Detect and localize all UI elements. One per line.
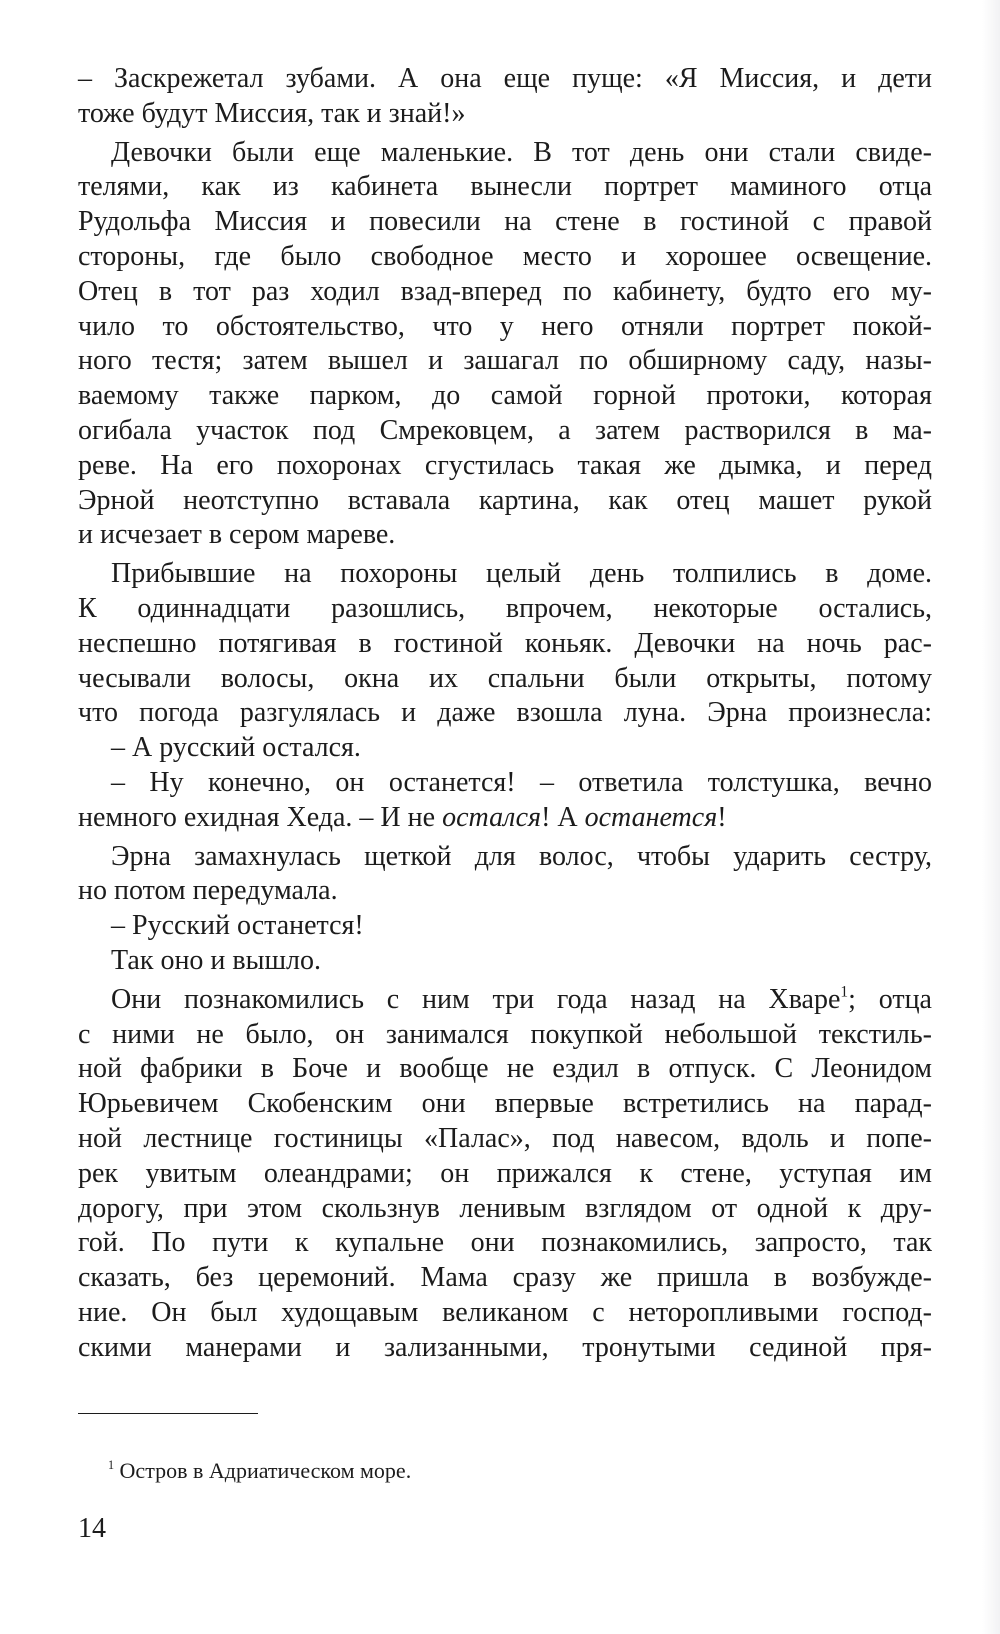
text-run: Они познакомились с ним три года назад на Хваре	[111, 983, 841, 1015]
page-number: 14	[78, 1513, 106, 1544]
text-line: Эрна замахнулась щеткой для волос, чтобы ударить сестру,	[111, 840, 932, 872]
footnote-marker: 1	[108, 1457, 115, 1472]
text-line: Так оно и вышло.	[111, 944, 321, 976]
text-line: ного тестя; затем вышел и зашагал по обширному саду, назы-	[78, 345, 932, 377]
text-line: чило то обстоятельство, что у него отняли портрет покой-	[78, 310, 932, 342]
text-line: скими манерами и зализанными, тронутыми сединой пря-	[78, 1331, 932, 1363]
text-line: ваемому также парком, до самой горной протоки, которая	[78, 380, 932, 412]
text-line: что погода разгулялась и даже взошла луна. Эрна произнесла:	[78, 697, 932, 729]
text-line: дорогу, при этом скользнув ленивым взглядом от одной к дру-	[78, 1192, 932, 1224]
page-edge-shadow	[982, 0, 1000, 1634]
text-line: с ними не было, он занимался покупкой небольшой текстиль-	[78, 1018, 932, 1050]
text-line: Рудольфа Миссия и повесили на стене в гостиной с правой	[78, 206, 932, 238]
footnote-reference[interactable]: 1	[840, 983, 849, 1001]
text-line: ной фабрики в Боче и вообще не ездил в отпуск. С Леонидом	[78, 1053, 932, 1085]
text-run: ! А	[541, 801, 585, 833]
text-line: гой. По пути к купальне они познакомились, запросто, так	[78, 1227, 932, 1259]
text-line: тоже будут Миссия, так и знай!»	[78, 97, 466, 129]
text-line	[78, 983, 932, 1018]
text-line: неспешно потягивая в гостиной коньяк. Девочки на ночь рас-	[78, 627, 932, 659]
text-line: реве. На его похоронах сгустилась такая же дымка, и перед	[78, 449, 932, 481]
text-line: ной лестнице гостиницы «Палас», под навесом, вдоль и попе-	[78, 1122, 932, 1154]
dialogue-line: – Русский останется!	[111, 910, 364, 942]
text-line: К одиннадцати разошлись, впрочем, некоторые остались,	[78, 592, 932, 624]
text-run: !	[717, 801, 727, 833]
text-run: немного ехидная Хеда. – И не	[78, 801, 443, 833]
text-line: огибала участок под Смрековцем, а затем растворился в ма-	[78, 414, 932, 446]
text-line: и исчезает в сером мареве.	[78, 519, 396, 551]
text-line: ние. Он был худощавым великаном с неторопливыми господ-	[78, 1296, 932, 1328]
italic-word: останется	[584, 801, 718, 833]
footnote-divider	[78, 1413, 258, 1414]
text-line: Юрьевичем Скобенским они впервые встретились на парад-	[78, 1088, 932, 1120]
text-line: рек увитым олеандрами; он прижался к стене, уступая им	[78, 1157, 932, 1189]
text-line	[78, 801, 932, 836]
dialogue-line: – А русский остался.	[111, 732, 361, 764]
dialogue-line: – Ну конечно, он останется! – ответила толстушка, вечно	[111, 766, 932, 798]
text-line: Отец в тот раз ходил взад-вперед по кабинету, будто его му-	[78, 275, 932, 307]
text-line: Прибывшие на похороны целый день толпились в доме.	[111, 558, 932, 590]
footnote	[108, 1457, 908, 1485]
text-line: Эрной неотступно вставала картина, как отец машет рукой	[78, 484, 932, 516]
text-line: стороны, где было свободное место и хорошее освещение.	[78, 240, 932, 272]
italic-word: остался	[442, 801, 542, 833]
footnote-text: Остров в Адриатическом море.	[114, 1458, 412, 1483]
text-line: чесывали волосы, окна их спальни были открыты, потому	[78, 662, 932, 694]
text-line: сказать, без церемоний. Мама сразу же пришла в возбужде-	[78, 1262, 932, 1294]
text-run: ; отца	[848, 983, 932, 1015]
text-line: телями, как из кабинета вынесли портрет маминого отца	[78, 171, 932, 203]
text-line: но потом передумала.	[78, 875, 338, 907]
text-line: – Заскрежетал зубами. А она еще пуще: «Я Миссия, и дети	[78, 63, 932, 94]
body-text	[78, 62, 932, 1365]
text-line: Девочки были еще маленькие. В тот день они стали свиде-	[111, 136, 932, 168]
